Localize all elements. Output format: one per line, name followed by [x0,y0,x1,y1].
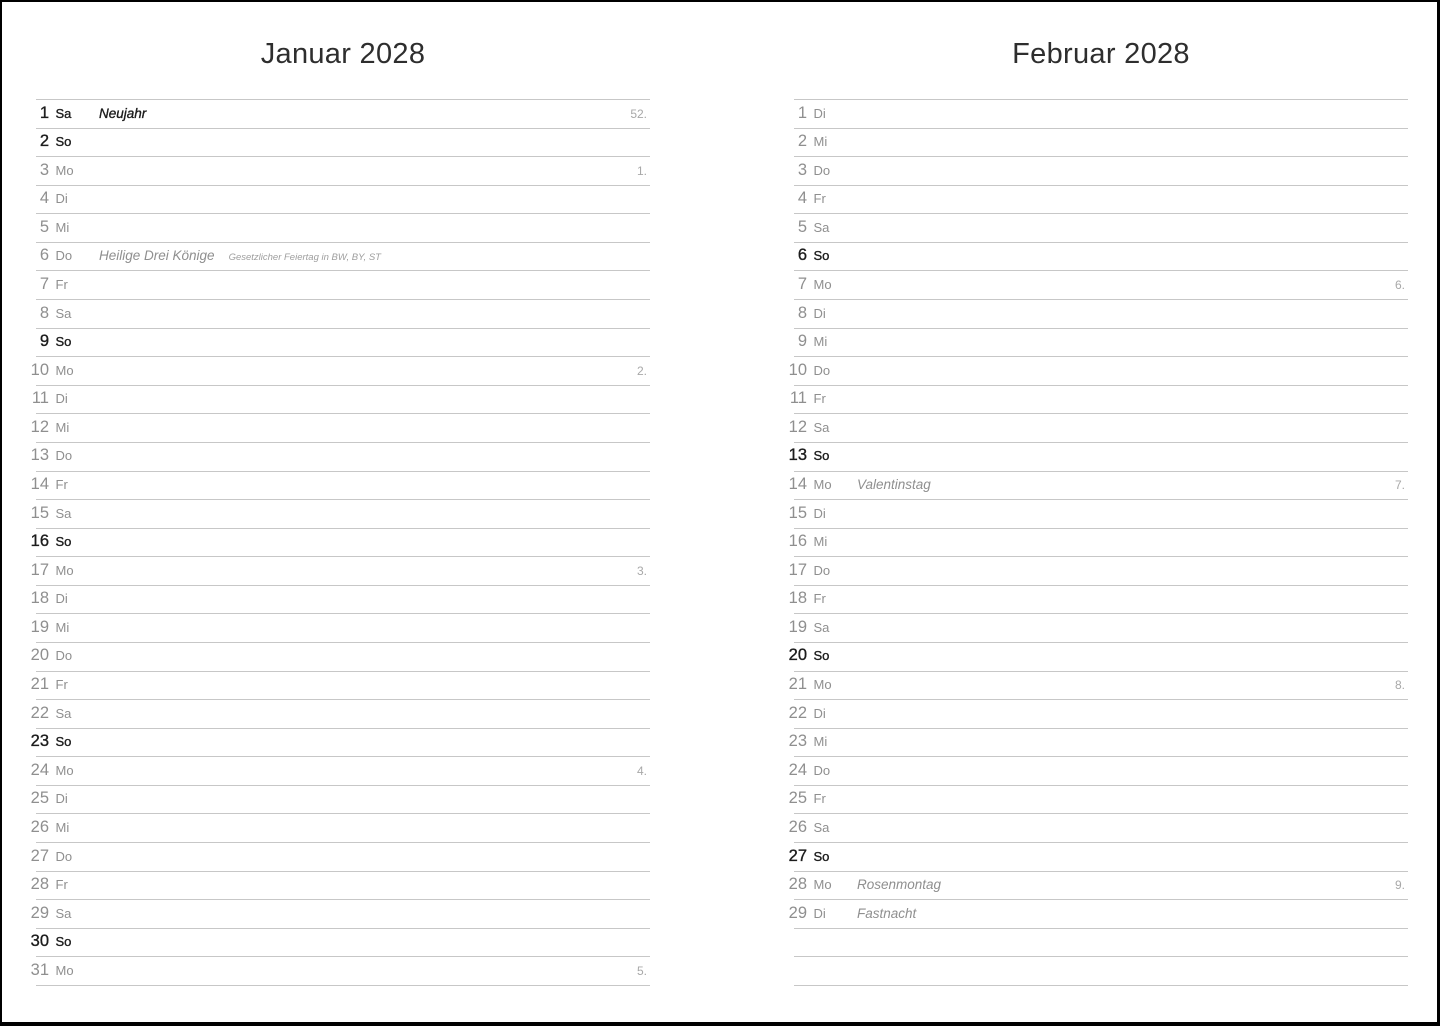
day-row [30,500,650,529]
week-number: 5. [636,963,647,978]
week-number: 4. [636,763,647,778]
day-number: 19 [30,617,49,636]
day-number: 21 [788,675,807,694]
day-row [788,729,1408,758]
day-row [30,357,650,386]
day-number: 8 [39,303,49,322]
day-row [788,614,1408,643]
day-abbreviation: Do [55,448,73,464]
day-number: 25 [30,789,49,808]
day-row [30,472,650,501]
day-row [30,672,650,701]
day-abbreviation: Sa [813,419,830,435]
day-abbreviation: Sa [813,619,830,635]
day-abbreviation: Mo [55,762,74,778]
day-abbreviation: Do [55,248,73,264]
day-abbreviation: So [813,248,830,264]
day-number: 21 [30,675,49,694]
day-abbreviation: Fr [55,276,68,292]
day-number: 12 [30,417,49,436]
day-abbreviation: Mo [55,162,74,178]
day-row [788,872,1408,901]
day-number: 22 [788,703,807,722]
day-number: 23 [30,732,49,751]
day-row [788,586,1408,615]
day-abbreviation: Mo [813,677,832,693]
day-number: 20 [30,646,49,665]
day-row [36,186,650,215]
day-row [794,100,1408,129]
day-abbreviation: Do [813,362,831,378]
day-abbreviation: Di [813,905,826,921]
day-number: 31 [30,960,49,979]
day-abbreviation: Fr [813,791,826,807]
day-row [30,814,650,843]
day-number: 18 [30,589,49,608]
day-number: 22 [30,703,49,722]
day-row [788,843,1408,872]
week-number: 3. [636,563,647,578]
day-number: 11 [789,389,807,408]
day-number: 12 [788,417,807,436]
day-row [30,957,650,986]
day-number: 26 [30,817,49,836]
day-abbreviation: Mi [813,734,828,750]
day-number: 27 [30,846,49,865]
day-number: 9 [39,332,49,351]
day-row [30,786,650,815]
day-row [30,586,650,615]
day-number: 28 [788,875,807,894]
day-number: 3 [39,160,49,179]
holiday-region-note: Gesetzlicher Feiertag in BW, BY, ST [228,252,381,264]
day-number: 25 [788,789,807,808]
day-row [788,414,1408,443]
day-number: 15 [30,503,49,522]
day-number: 3 [797,160,807,179]
day-row [36,129,650,158]
day-row [788,900,1408,929]
day-number: 9 [797,332,807,351]
day-abbreviation: So [813,648,830,664]
day-abbreviation: Di [55,591,68,607]
day-abbreviation: So [55,134,72,150]
day-abbreviation: So [55,334,72,350]
day-number: 7 [797,274,807,293]
day-number: 13 [30,446,49,465]
day-abbreviation: Mi [813,134,828,150]
day-number: 24 [788,760,807,779]
day-abbreviation: So [55,934,72,950]
day-row [36,157,650,186]
day-abbreviation: Sa [55,505,72,521]
day-abbreviation: Fr [55,877,68,893]
day-row [794,300,1408,329]
holiday-label: Neujahr [99,105,147,121]
day-abbreviation: Di [55,791,68,807]
day-abbreviation: Sa [813,819,830,835]
day-abbreviation: Do [813,162,831,178]
day-number: 4 [39,189,49,208]
day-number: 17 [30,560,49,579]
day-abbreviation: Fr [55,477,68,493]
week-number: 6. [1394,277,1405,292]
day-row [30,757,650,786]
day-number: 29 [788,903,807,922]
day-number: 16 [788,532,807,551]
day-abbreviation: Mi [55,419,70,435]
empty-row [794,929,1408,958]
day-abbreviation: Mi [55,819,70,835]
week-number: 2. [636,363,647,378]
holiday-label: Fastnacht [857,905,917,921]
day-row [794,271,1408,300]
day-number: 28 [30,875,49,894]
day-number: 19 [788,617,807,636]
day-number: 26 [788,817,807,836]
day-abbreviation: So [55,734,72,750]
holiday-label: Valentinstag [857,477,931,493]
day-row [788,500,1408,529]
day-row [30,643,650,672]
day-abbreviation: Mo [813,276,832,292]
day-row [794,214,1408,243]
day-number: 15 [788,503,807,522]
day-number: 23 [788,732,807,751]
day-number: 5 [797,217,807,236]
day-rows-january [30,99,650,986]
day-abbreviation: Di [55,191,68,207]
day-number: 20 [788,646,807,665]
day-row [788,472,1408,501]
day-abbreviation: Mi [813,334,828,350]
day-abbreviation: Sa [55,105,72,121]
day-number: 17 [788,560,807,579]
day-abbreviation: So [813,448,830,464]
day-row [30,529,650,558]
day-number: 7 [39,274,49,293]
day-number: 5 [39,217,49,236]
day-row [30,700,650,729]
day-row [788,786,1408,815]
day-number: 16 [30,532,49,551]
day-row [788,357,1408,386]
holiday-label: Rosenmontag [857,877,942,893]
month-january [30,2,650,1002]
day-number: 6 [39,246,49,265]
day-row [788,814,1408,843]
day-number: 2 [797,132,807,151]
day-abbreviation: Fr [813,191,826,207]
week-number: 52. [630,106,647,121]
month-title-january: Januar 2028 [260,38,426,70]
day-abbreviation: Mo [55,562,74,578]
day-abbreviation: Di [813,505,826,521]
day-number: 1 [39,103,49,122]
holiday-label: Heilige Drei Könige [99,248,215,264]
day-abbreviation: Fr [813,591,826,607]
day-row [788,643,1408,672]
day-row [30,414,650,443]
day-number: 14 [788,475,807,494]
day-row [789,386,1408,415]
day-row [788,557,1408,586]
day-row [36,243,650,272]
day-row [30,843,650,872]
day-abbreviation: Do [55,848,73,864]
day-number: 30 [30,932,49,951]
day-row [794,157,1408,186]
day-abbreviation: Mi [813,534,828,550]
day-number: 27 [788,846,807,865]
day-row [36,271,650,300]
day-row [788,700,1408,729]
day-number: 10 [788,360,807,379]
day-abbreviation: Di [813,305,826,321]
day-row [788,443,1408,472]
day-abbreviation: Do [813,762,831,778]
day-row [36,300,650,329]
day-row [36,214,650,243]
day-abbreviation: Mo [813,877,832,893]
day-abbreviation: Fr [55,677,68,693]
week-number: 8. [1394,678,1405,693]
empty-row [794,957,1408,986]
day-abbreviation: Di [55,391,68,407]
day-row [30,614,650,643]
day-abbreviation: Mo [813,477,832,493]
day-abbreviation: Do [55,648,73,664]
day-row [36,329,650,358]
day-abbreviation: So [813,848,830,864]
day-row [31,386,650,415]
week-number: 7. [1394,478,1405,493]
day-abbreviation: Mo [55,962,74,978]
day-row [30,557,650,586]
day-abbreviation: Sa [813,219,830,235]
day-abbreviation: Di [813,705,826,721]
day-row [788,757,1408,786]
day-number: 18 [788,589,807,608]
day-number: 11 [31,389,49,408]
day-abbreviation: Sa [55,705,72,721]
day-number: 2 [39,132,49,151]
day-row [30,872,650,901]
day-row [794,186,1408,215]
day-abbreviation: Fr [813,391,826,407]
day-number: 24 [30,760,49,779]
day-abbreviation: So [55,534,72,550]
day-row [788,529,1408,558]
day-number: 14 [30,475,49,494]
day-row [794,129,1408,158]
day-number: 8 [797,303,807,322]
day-abbreviation: Mi [55,219,70,235]
week-number: 9. [1394,878,1405,893]
day-abbreviation: Sa [55,305,72,321]
day-row [788,672,1408,701]
day-abbreviation: Mi [55,619,70,635]
month-title-february: Februar 2028 [1012,38,1190,70]
week-number: 1. [636,163,647,178]
day-number: 29 [30,903,49,922]
day-row [794,329,1408,358]
day-number: 6 [797,246,807,265]
month-february [788,2,1408,1002]
day-rows-february [788,99,1408,986]
day-row [794,243,1408,272]
day-number: 4 [797,189,807,208]
day-abbreviation: Di [813,105,826,121]
day-row [30,900,650,929]
day-row [36,100,650,129]
day-abbreviation: Sa [55,905,72,921]
day-row [30,443,650,472]
day-number: 10 [30,360,49,379]
day-row [30,929,650,958]
day-row [30,729,650,758]
day-number: 1 [797,103,807,122]
day-abbreviation: Mo [55,362,74,378]
day-abbreviation: Do [813,562,831,578]
day-number: 13 [788,446,807,465]
